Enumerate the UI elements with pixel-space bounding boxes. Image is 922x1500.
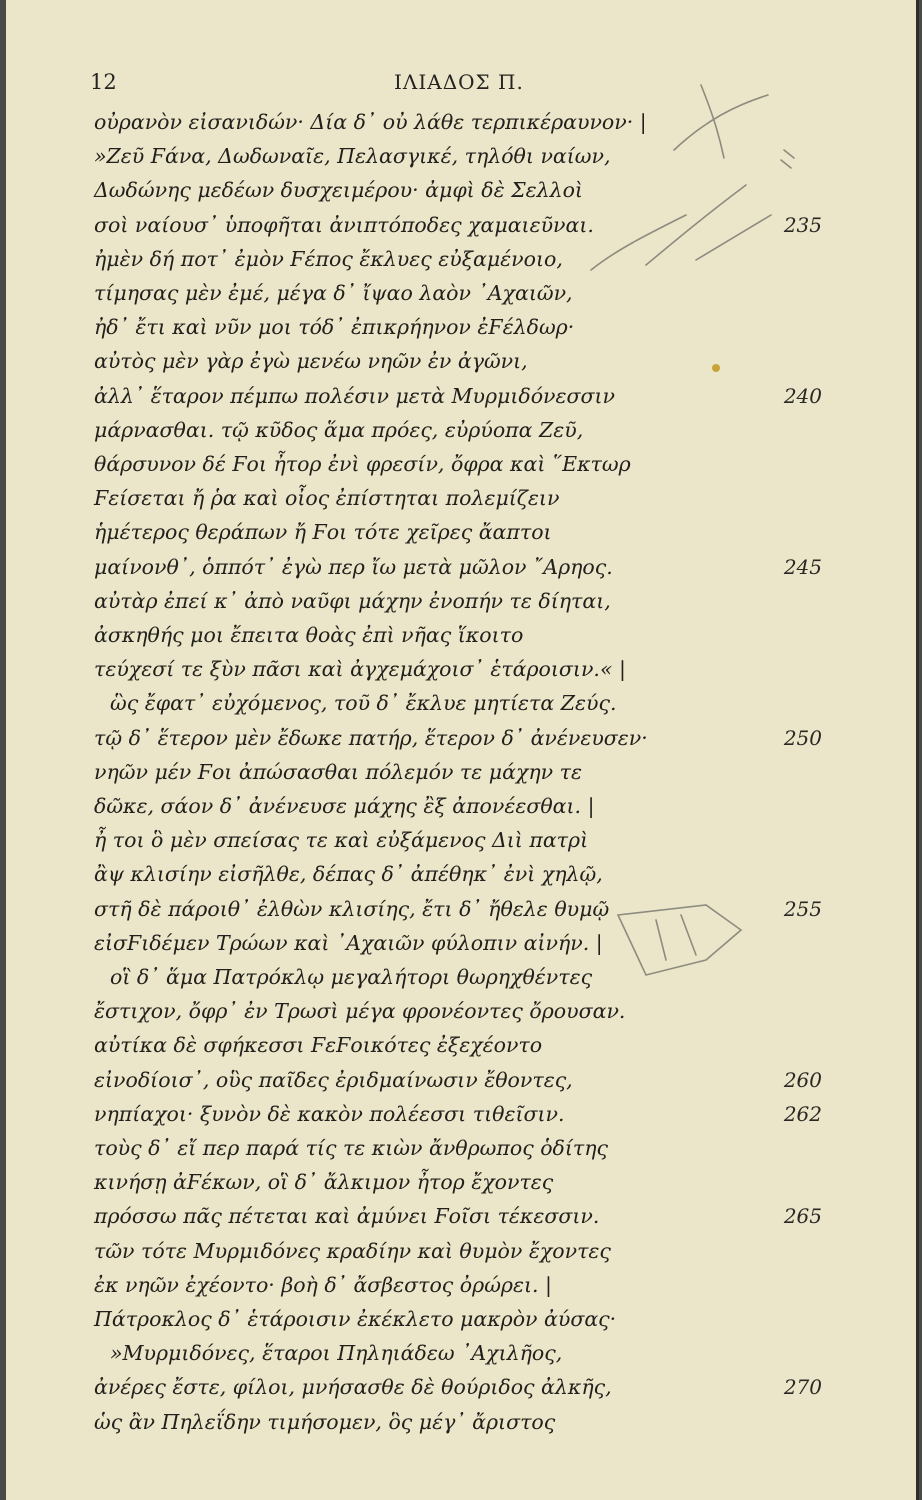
verse-line <box>94 657 916 691</box>
verse-text-line: ἦ τοι ὃ μὲν σπείσας τε καὶ εὐξάμενος Διὶ πατρὶ <box>94 828 589 853</box>
verse-text-line: οὐρανὸν εἰσανιδών· Δία δ᾽ οὐ λάθε τερπικέραυνον· | <box>94 110 647 134</box>
verse-line <box>94 897 916 931</box>
verse-line <box>110 965 922 999</box>
line-number: 240 <box>783 383 822 408</box>
line-number: 260 <box>783 1067 822 1092</box>
verse-line <box>94 760 916 794</box>
verse-line <box>94 931 916 965</box>
verse-text-line: οἳ δ᾽ ἅμα Πατρόκλῳ μεγαλήτορι θωρηχθέντες <box>110 965 593 989</box>
verse-line <box>94 589 916 623</box>
verse-line <box>94 418 916 452</box>
line-number: 265 <box>783 1204 822 1229</box>
verse-line <box>94 520 916 554</box>
verse-line <box>94 178 916 212</box>
line-number: 255 <box>783 896 822 921</box>
verse-text-line: ἀλλ᾽ ἕταρον πέμπω πολέσιν μετὰ Μυρμιδόνεσσιν <box>94 383 615 408</box>
verse-text-line: Δωδώνης μεδέων δυσχειμέρου· ἀμφὶ δὲ Σελλοὶ <box>94 178 583 203</box>
verse-line <box>110 691 922 725</box>
verse-line <box>94 315 916 349</box>
verse-text-line: τῶν τότε Μυρμιδόνες κραδίην καὶ θυμὸν ἔχοντες <box>94 1238 611 1263</box>
verse-line <box>94 213 916 247</box>
verse-line <box>94 794 916 828</box>
verse-text-line: ὣς ἔφατ᾽ εὐχόμενος, τοῦ δ᾽ ἔκλυε μητίετα Ζεύς. <box>110 691 617 716</box>
verse-text-line: σοὶ ναίουσ᾽ ὑποφῆται ἀνιπτόποδες χαμαιεῦναι. <box>94 212 594 237</box>
verse-text-line: στῆ δὲ πάροιθ᾽ ἐλθὼν κλισίης, ἔτι δ᾽ ἤθελε θυμῷ <box>94 896 610 921</box>
verse-text-line: ἡμέτερος θεράπων ἤ Ϝοι τότε χεῖρες ἄαπτοι <box>94 520 552 545</box>
verse-text-line: ἠμὲν δή ποτ᾽ ἐμὸν Ϝέπος ἔκλυες εὐξαμένοιο, <box>94 246 563 271</box>
verse-text-line: »Μυρμιδόνες, ἕταροι Πηληιάδεω ᾽Αχιλῆος, <box>110 1341 563 1366</box>
line-number: 262 <box>783 1101 822 1126</box>
verse-line <box>94 1239 916 1273</box>
verse-text-line: εἰνοδίοισ᾽, οὓς παῖδες ἐριδμαίνωσιν ἔθοντες, <box>94 1067 573 1092</box>
verse-line <box>94 349 916 383</box>
verse-line <box>94 1136 916 1170</box>
verse-line <box>94 384 916 418</box>
verse-text-line: νηῶν μέν Ϝοι ἀπώσασθαι πόλεμόν τε μάχην τε <box>94 759 582 784</box>
line-number: 245 <box>783 554 822 579</box>
verse-text-line: αὐτίκα δὲ σφήκεσσι ϜεϜοικότες ἐξεχέοντο <box>94 1033 543 1058</box>
verse-line <box>94 862 916 896</box>
verse-line <box>110 1341 922 1375</box>
verse-text-line: πρόσσω πᾶς πέτεται καὶ ἀμύνει Ϝοῖσι τέκεσσιν. <box>94 1204 600 1229</box>
verse-text-line: αὐτὰρ ἐπεί κ᾽ ἀπὸ ναῦφι μάχην ἐνοπήν τε δίηται, <box>94 588 611 613</box>
page-number: 12 <box>90 70 117 94</box>
verse-text-line: τῷ δ᾽ ἕτερον μὲν ἔδωκε πατήρ, ἕτερον δ᾽ ἀνένευσεν· <box>94 725 648 750</box>
verse-line <box>94 999 916 1033</box>
verse-line <box>94 1204 916 1238</box>
verse-text-line: θάρσυνον δέ Ϝοι ἦτορ ἐνὶ φρεσίν, ὄφρα καὶ ῞Εκτωρ <box>94 452 631 476</box>
verse-line <box>94 1375 916 1409</box>
verse-line <box>94 1170 916 1204</box>
verse-text-line: τοὺς δ᾽ εἴ περ παρά τίς τε κιὼν ἄνθρωπος ὁδίτης <box>94 1136 609 1160</box>
verse-line <box>94 726 916 760</box>
verse-line <box>94 828 916 862</box>
verse-line <box>94 110 916 144</box>
verse-line <box>94 1068 916 1102</box>
verse-text-line: ἐκ νηῶν ἐχέοντο· βοὴ δ᾽ ἄσβεστος ὀρώρει. | <box>94 1272 552 1297</box>
verse-text-line: ἀσκηθής μοι ἔπειτα θοὰς ἐπὶ νῆας ἵκοιτο <box>94 623 524 647</box>
line-number: 270 <box>783 1375 822 1400</box>
verse-text-line: Ϝείσεται ἤ ῥα καὶ οἶος ἐπίστηται πολεμίζειν <box>94 486 560 511</box>
verse-line <box>94 623 916 657</box>
verse-line <box>94 247 916 281</box>
verse-text-line: αὐτὸς μὲν γὰρ ἐγὼ μενέω νηῶν ἐν ἀγῶνι, <box>94 349 528 374</box>
verse-text-line: ὡς ἂν Πηλεΐδην τιμήσομεν, ὃς μέγ᾽ ἄριστος <box>94 1409 556 1434</box>
verse-text-line: ἀνέρες ἔστε, φίλοι, μνήσασθε δὲ θούριδος ἀλκῆς, <box>94 1375 612 1400</box>
verse-line <box>94 555 916 589</box>
verse-text-line: Πάτροκλος δ᾽ ἑτάροισιν ἐκέκλετο μακρὸν ἀύσας· <box>94 1307 617 1331</box>
verse-line <box>94 1307 916 1341</box>
verse-text-line: ἔστιχον, ὄφρ᾽ ἐν Τρωσὶ μέγα φρονέοντες ὄρουσαν. <box>94 999 626 1024</box>
verse-text-line: ἠδ᾽ ἔτι καὶ νῦν μοι τόδ᾽ ἐπικρήηνον ἐϜέλδωρ· <box>94 315 575 340</box>
verse-line <box>94 1273 916 1307</box>
verse-line <box>94 281 916 315</box>
verse-line <box>94 144 916 178</box>
verse-text-line: ἂψ κλισίην εἰσῆλθε, δέπας δ᾽ ἀπέθηκ᾽ ἐνὶ χηλῷ, <box>94 862 603 887</box>
verse-line <box>94 452 916 486</box>
verse-text-line: μαίνονθ᾽, ὁππότ᾽ ἐγὼ περ ἴω μετὰ μῶλον ῎Αρηος. <box>94 554 613 579</box>
page-header <box>6 70 916 110</box>
verse-line <box>94 1410 916 1444</box>
verse-text-line: δῶκε, σάον δ᾽ ἀνένευσε μάχης ἒξ ἀπονέεσθαι. | <box>94 794 595 818</box>
verse-text-line: τίμησας μὲν ἐμέ, μέγα δ᾽ ἴψαο λαὸν ᾽Αχαιῶν, <box>94 281 573 305</box>
book-page <box>6 0 919 1500</box>
line-number: 250 <box>783 725 822 750</box>
verse-text-line: νηπίαχοι· ξυνὸν δὲ κακὸν πολέεσσι τιθεῖσιν. <box>94 1101 565 1126</box>
line-number: 235 <box>783 212 822 237</box>
verse-line <box>94 1033 916 1067</box>
verse-text-line: τεύχεσί τε ξὺν πᾶσι καὶ ἀγχεμάχοισ᾽ ἑτάροισιν.« | <box>94 657 626 682</box>
running-head: ΙΛΙΑΔΟΣ Π. <box>394 70 524 94</box>
verse-text-line: κινήσῃ ἀϜέκων, οἳ δ᾽ ἄλκιμον ἦτορ ἔχοντες <box>94 1170 554 1195</box>
verse-line <box>94 486 916 520</box>
verse-text-line: »Ζεῦ Ϝάνα, Δωδωναῖε, Πελασγικέ, τηλόθι ναίων, <box>94 144 611 169</box>
verse-text-line: μάρνασθαι. τῷ κῦδος ἅμα πρόες, εὐρύοπα Ζεῦ, <box>94 417 584 442</box>
verse-line <box>94 1102 916 1136</box>
verse-text-line: εἰσϜιδέμεν Τρώων καὶ ᾽Αχαιῶν φύλοπιν αἰνήν. | <box>94 930 603 955</box>
